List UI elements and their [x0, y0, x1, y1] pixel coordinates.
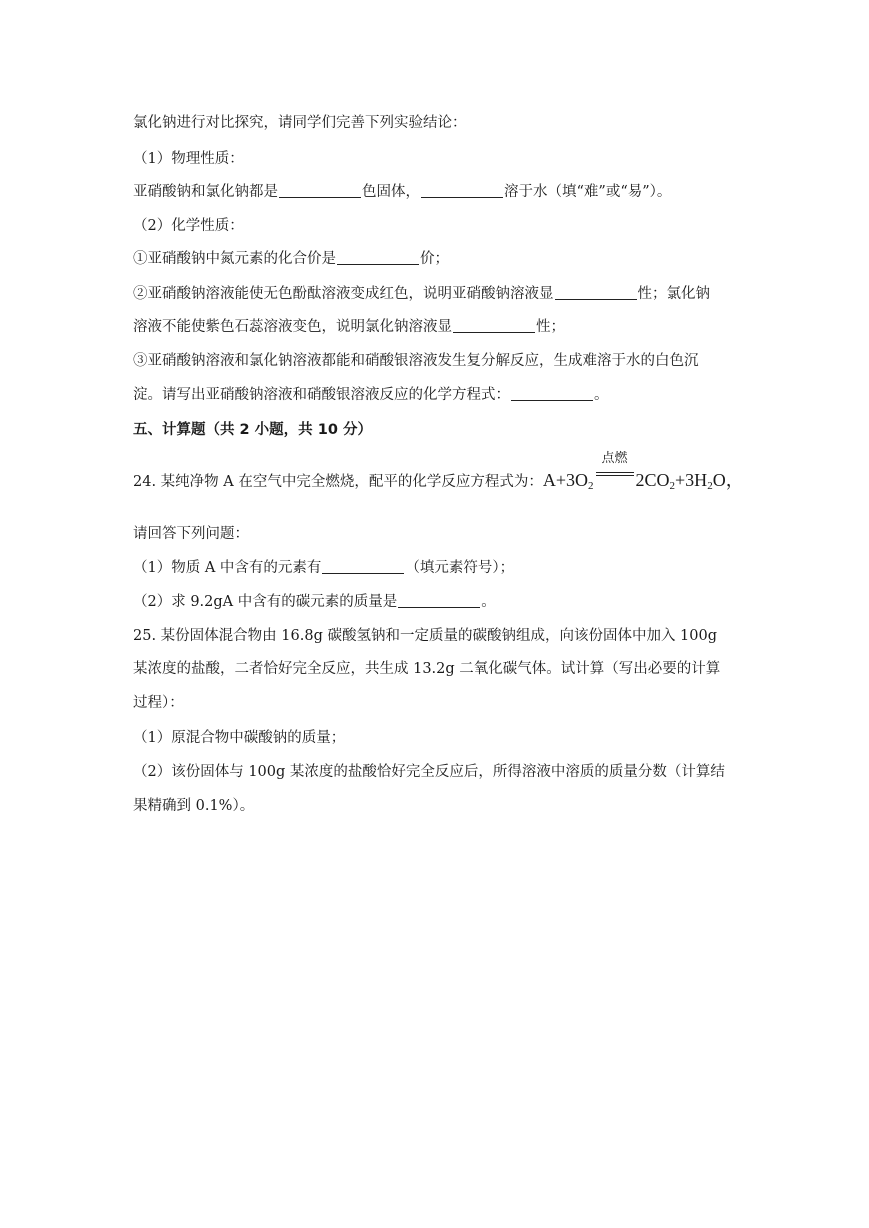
q24-stem-text: 24. 某纯净物 A 在空气中完全燃烧，配平的化学反应方程式为： — [133, 474, 543, 490]
q25-p2-text-1: （2）该份固体与 100g 某浓度的盐酸恰好完全反应后，所得溶液中溶质的质量分数（计算结 — [133, 764, 725, 780]
arrow-bar-bottom — [596, 475, 634, 476]
physical-text-c: 溶于水（填“难”或“易”）。 — [504, 184, 672, 200]
phenol-text-b: 性；氯化钠 — [637, 286, 710, 302]
silver-text-2b: 。 — [594, 387, 609, 403]
eq-co2: 2CO — [635, 470, 670, 490]
q24-part-2 — [133, 592, 496, 612]
q24-p1-text-b: （填元素符号）； — [405, 560, 515, 576]
q24-p2-text-a: （2）求 9.2gA 中含有的碳元素的质量是 — [133, 594, 398, 610]
valence-text-b: 价； — [420, 251, 449, 267]
silver-nitrate-line-2 — [133, 385, 609, 405]
phenol-text-a: ②亚硝酸钠溶液能使无色酚酞溶液变成红色，说明亚硝酸钠溶液显 — [133, 286, 554, 302]
q24-stem-line — [133, 451, 744, 498]
q25-part-2-line-2 — [133, 796, 254, 816]
physical-heading-text: （1）物理性质： — [133, 151, 244, 167]
eq-h2o-subscript: 2 — [707, 480, 713, 492]
arrow-bar-top — [596, 472, 634, 473]
q24-prompt-text: 请回答下列问题： — [133, 526, 249, 542]
q24-p2-text-b: 。 — [481, 594, 496, 610]
silver-text-1: ③亚硝酸钠溶液和氯化钠溶液都能和硝酸银溶液发生复分解反应，生成难溶于水的白色沉 — [133, 353, 699, 369]
eq-reactants: A+3O — [542, 470, 589, 490]
q25-line-2 — [133, 659, 720, 679]
valence-text-a: ①亚硝酸钠中氮元素的化合价是 — [133, 251, 336, 267]
litmus-text-a: 溶液不能使紫色石蕊溶液变色，说明氯化钠溶液显 — [133, 319, 452, 335]
section-5-title — [133, 420, 372, 440]
phenolphthalein-question — [133, 284, 710, 304]
valence-blank[interactable] — [337, 250, 419, 265]
q25-part-1 — [133, 728, 345, 748]
intro-text: 氯化钠进行对比探究，请同学们完善下列实验结论： — [133, 115, 467, 131]
eq-h2o-h: +3H — [675, 470, 708, 490]
q24-part-1 — [133, 558, 514, 578]
eq-end-comma: ， — [725, 470, 744, 490]
equation-blank[interactable] — [511, 386, 593, 401]
q25-p1-text: （1）原混合物中碳酸钠的质量； — [133, 730, 346, 746]
carbon-mass-blank[interactable] — [398, 593, 480, 608]
q24-p1-text-a: （1）物质 A 中含有的元素有 — [133, 560, 322, 576]
q25-line-1 — [133, 626, 717, 646]
litmus-text-b: 性； — [536, 319, 565, 335]
combustion-equation — [542, 451, 744, 498]
q24-prompt — [133, 524, 249, 544]
silver-text-2a: 淀。请写出亚硝酸钠溶液和硝酸银溶液反应的化学方程式： — [133, 387, 510, 403]
physical-text-a: 亚硝酸钠和氯化钠都是 — [133, 184, 278, 200]
reaction-condition-arrow — [596, 451, 634, 486]
litmus-question — [133, 317, 565, 337]
q25-text-2: 某浓度的盐酸，二者恰好完全反应，共生成 13.2g 二氧化碳气体。试计算（写出必要的计算 — [133, 661, 721, 677]
chemical-heading — [133, 216, 244, 236]
silver-nitrate-line-1 — [133, 351, 699, 371]
chloride-acidity-blank[interactable] — [453, 318, 535, 333]
q25-line-3 — [133, 693, 184, 713]
q25-text-1: 25. 某份固体混合物由 16.8g 碳酸氢钠和一定质量的碳酸钠组成，向该份固体中加入 100g — [133, 628, 718, 644]
q25-text-3: 过程）： — [133, 695, 184, 711]
q25-p2-text-2: 果精确到 0.1%）。 — [133, 798, 255, 814]
solubility-blank[interactable] — [421, 183, 503, 198]
physical-heading — [133, 149, 244, 169]
nitrite-acidity-blank[interactable] — [555, 285, 637, 300]
section-5-title-text: 五、计算题（共 2 小题，共 10 分） — [133, 422, 372, 438]
eq-h2o-o: O — [712, 470, 726, 490]
physical-text-b: 色固体， — [362, 184, 420, 200]
eq-co2-subscript: 2 — [669, 480, 676, 492]
color-blank[interactable] — [279, 183, 361, 198]
intro-line — [133, 113, 467, 133]
ignition-condition: 点燃 — [601, 451, 628, 466]
q25-part-2-line-1 — [133, 762, 725, 782]
physical-question — [133, 182, 671, 202]
eq-o2-subscript: 2 — [588, 480, 594, 492]
elements-blank[interactable] — [322, 559, 404, 574]
chemical-heading-text: （2）化学性质： — [133, 218, 244, 234]
valence-question — [133, 249, 449, 269]
